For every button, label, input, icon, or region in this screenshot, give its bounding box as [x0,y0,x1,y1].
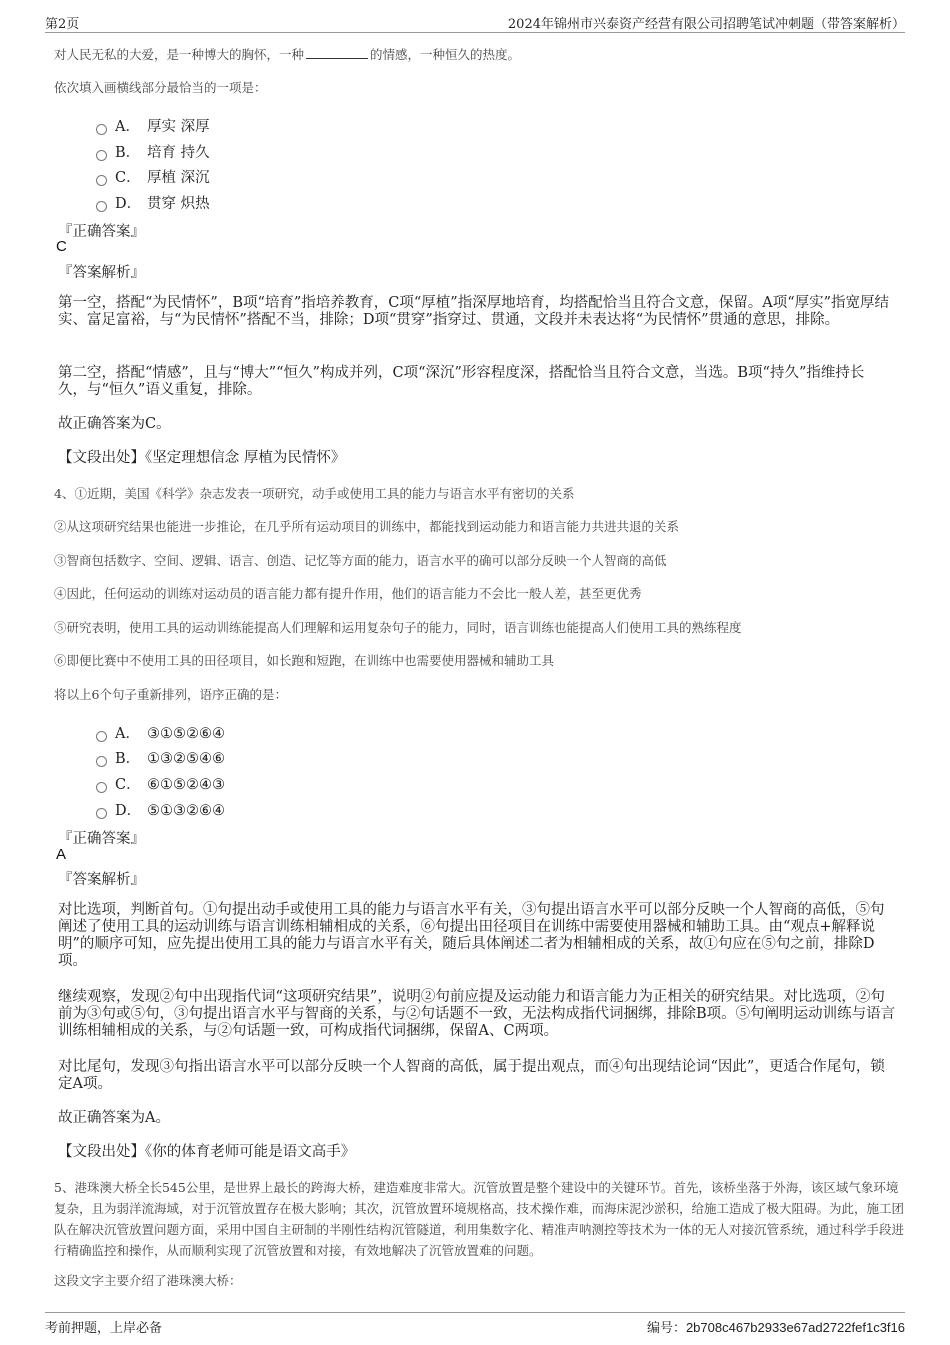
q3-analysis-3: 故正确答案为C。 [58,416,171,432]
footer-slogan: 考前押题，上岸必备 [45,1321,163,1336]
page-header [45,12,905,33]
radio-icon[interactable] [96,782,107,793]
fill-blank [306,46,368,59]
q3-analysis-2: 第二空，搭配“情感”，且与“博大”“恒久”构成并列，C项“深沉”形容程度深，搭配恰当且符合文意，当选。B项“持久”指维持长久，与“恒久”语义重复，排除。 [58,365,865,398]
q5-prompt: 这段文字主要介绍了港珠澳大桥： [54,1273,242,1288]
q4-sentence-5: ⑤研究表明，使用工具的运动训练能提高人们理解和运用复杂句子的能力，同时，语言训练也能提高人们使用工具的熟练程度 [54,620,742,635]
document-code: 编号：2b708c467b2933e67ad2722fef1c3f16 [646,1320,905,1335]
q3-option-a[interactable]: A． 厚实 深厚 [96,115,210,135]
page-footer [45,1312,905,1336]
radio-icon[interactable] [96,150,107,161]
q5-stem: 5、港珠澳大桥全长545公里，是世界上最长的跨海大桥，建造难度非常大。沉管放置是整个建设中的关键环节。首先，该桥坐落于外海，该区域气象环境复杂，且为弱洋流海域，对于沉管放置存在极大影响；其次，沉管放置环境规格高，技术操作难，而海床泥沙淤积，给施工造成了极大阻碍。为此，施工团队在解决沉管放置问题方面，采用中国自主研制的半刚性结构沉管隧道，利用集数字化、精准声呐测控等技术为一体的无人对接沉管系统，通过科学手段进行精确监控和操作，从而顺利实现了沉管放置和对接，有效地解决了沉管放置难的问题。 [54,1180,905,1258]
q3-source: 【文段出处】《坚定理想信念 厚植为民情怀》 [58,450,346,466]
q4-sentence-6: ⑥即便比赛中不使用工具的田径项目，如长跑和短跑，在训练中也需要使用器械和辅助工具 [54,653,555,668]
q3-answer-label: 『正确答案』 [58,224,145,240]
radio-icon[interactable] [96,175,107,186]
q3-option-d[interactable]: D． 贯穿 炽热 [96,192,210,212]
radio-icon[interactable] [96,124,107,135]
q4-analysis-label: 『答案解析』 [58,872,145,888]
q4-option-d[interactable]: D． ⑤①③②⑥④ [96,799,225,819]
q4-option-b[interactable]: B． ①③②⑤④⑥ [96,747,225,767]
q4-analysis-4: 故正确答案为A。 [58,1110,170,1126]
q3-option-b[interactable]: B． 培育 持久 [96,141,210,161]
document-title: 2024年锦州市兴泰资产经营有限公司招聘笔试冲刺题（带答案解析） [507,17,905,32]
q3-stem: 对人民无私的大爱，是一种博大的胸怀，一种 的情感，一种恒久的热度。 [54,47,521,62]
radio-icon[interactable] [96,731,107,742]
q4-sentence-1: 4、①近期，美国《科学》杂志发表一项研究，动手或使用工具的能力与语言水平有密切的关系 [54,486,575,501]
q3-analysis-1: 第一空，搭配“为民情怀”，B项“培育”指培养教育，C项“厚植”指深厚地培育，均搭配恰当且符合文意，保留。A项“厚实”指宽厚结实、富足富裕，与“为民情怀”搭配不当，排除；D项“贯穿”指穿过、贯通，文段并未表达将“为民情怀”贯通的意思，排除。 [58,295,890,328]
q4-sentence-2: ②从这项研究结果也能进一步推论，在几乎所有运动项目的训练中，都能找到运动能力和语言能力共进共退的关系 [54,519,680,534]
q4-sentence-4: ④因此，任何运动的训练对运动员的语言能力都有提升作用，他们的语言能力不会比一般人差，甚至更优秀 [54,586,642,601]
radio-icon[interactable] [96,808,107,819]
radio-icon[interactable] [96,756,107,767]
q4-source: 【文段出处】《你的体育老师可能是语文高手》 [58,1144,356,1160]
q4-analysis-3: 对比尾句，发现③句指出语言水平可以部分反映一个人智商的高低，属于提出观点，而④句出现结论词“因此”，更适合作尾句，锁定A项。 [58,1059,885,1092]
q3-answer: C [56,238,67,255]
q3-prompt: 依次填入画横线部分最恰当的一项是： [54,80,267,95]
radio-icon[interactable] [96,201,107,212]
q4-prompt: 将以上6个句子重新排列，语序正确的是： [54,687,287,702]
q4-analysis-2: 继续观察，发现②句中出现指代词“这项研究结果”，说明②句前应提及运动能力和语言能力为正相关的研究结果。对比选项，②句前为③句或⑤句，③句提出语言水平与智商的关系，与②句话题不一致，无法构成指代词捆绑，排除B项。⑤句阐明运动训练与语言训练相辅相成的关系，与②句话题一致，可构成指代词捆绑，保留A、C两项。 [58,989,896,1039]
q4-option-c[interactable]: C． ⑥①⑤②④③ [96,773,225,793]
q4-answer-label: 『正确答案』 [58,831,145,847]
q3-analysis-label: 『答案解析』 [58,265,145,281]
page-number: 第2页 [45,17,80,32]
q4-analysis-1: 对比选项，判断首句。①句提出动手或使用工具的能力与语言水平有关，③句提出语言水平可以部分反映一个人智商的高低，⑤句阐述了使用工具的运动训练与语言训练相辅相成的关系，⑥句提出田径项目在训练中需要使用器械和辅助工具。由“观点+解释说明”的顺序可知，应先提出使用工具的能力与语言水平有关，随后具体阐述二者为相辅相成的关系，故①句应在⑤句之前，排除D项。 [58,902,885,969]
q4-option-a[interactable]: A． ③①⑤②⑥④ [96,722,225,742]
q4-answer: A [56,846,67,863]
q4-sentence-3: ③智商包括数字、空间、逻辑、语言、创造、记忆等方面的能力，语言水平的确可以部分反映一个人智商的高低 [54,553,667,568]
q3-option-c[interactable]: C． 厚植 深沉 [96,166,210,186]
